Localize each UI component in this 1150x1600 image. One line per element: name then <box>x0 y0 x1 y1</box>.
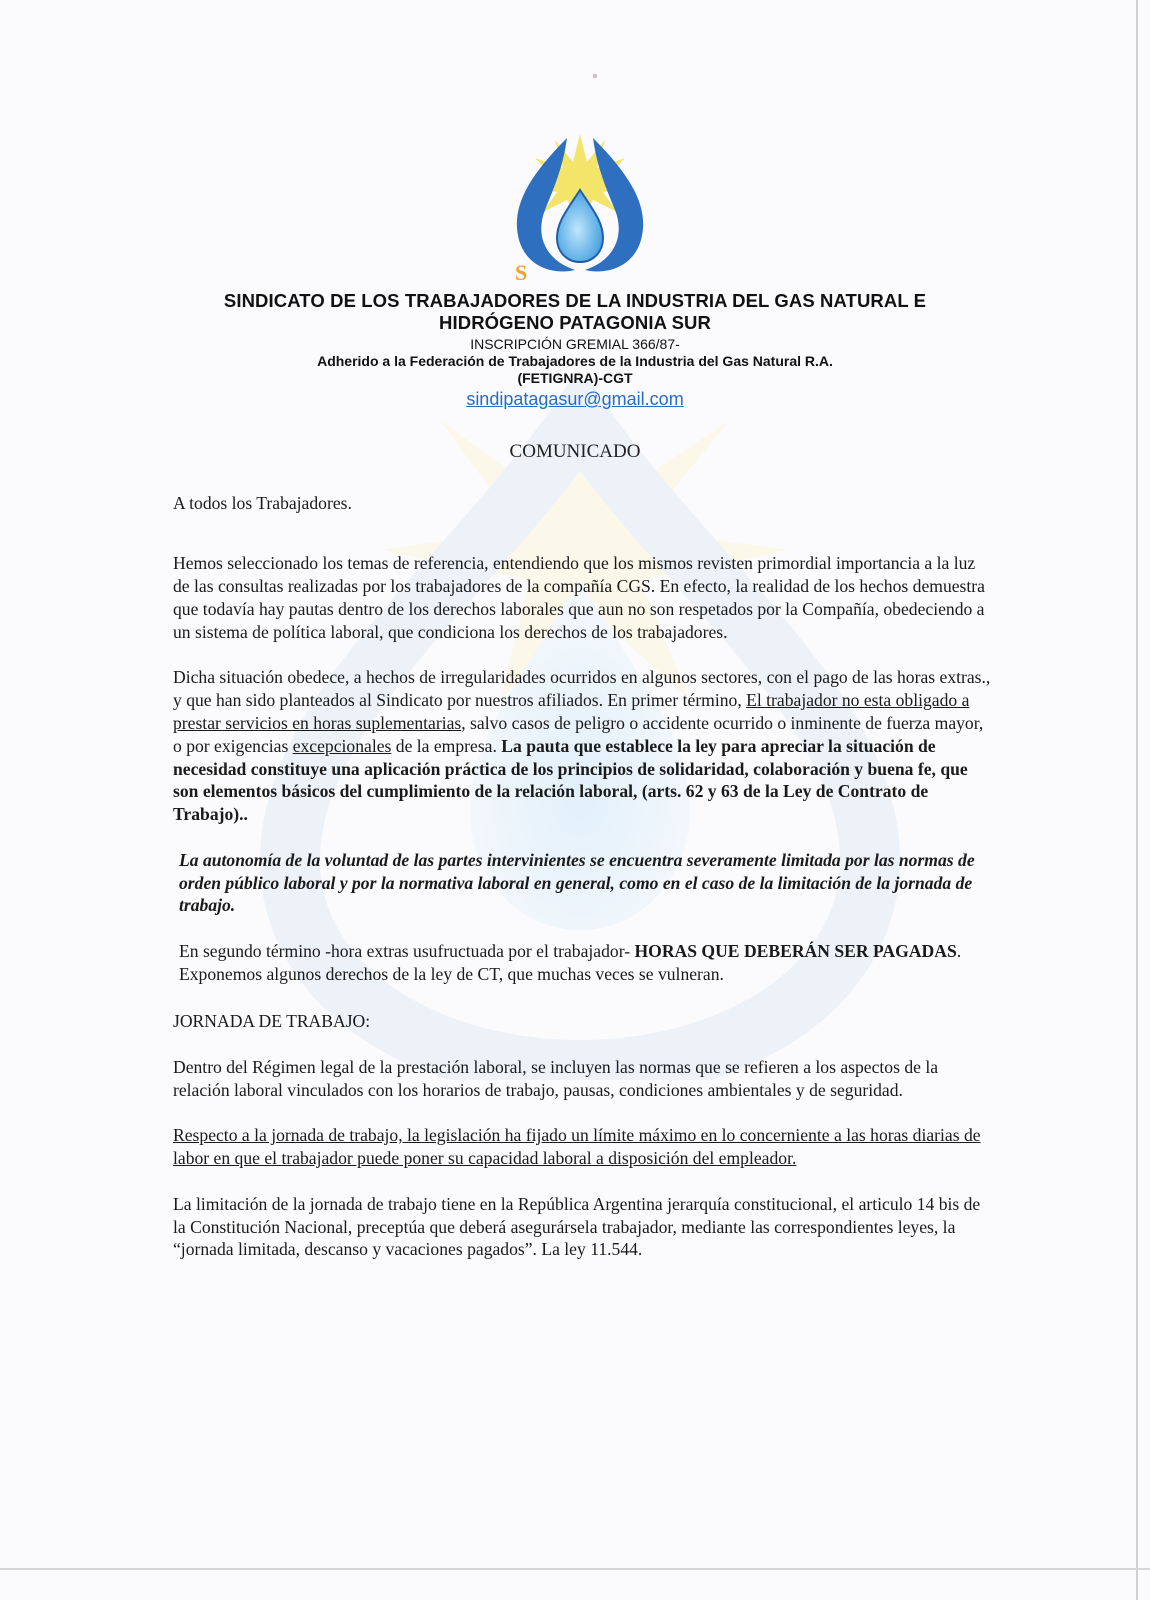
paragraph-6: Respecto a la jornada de trabajo, la legislación ha fijado un límite máximo en lo concerniente a las horas diarias de labor en que el trabajador puede poner su capacidad laboral a disposición del empleador. <box>173 1125 981 1169</box>
paragraph-2 <box>173 666 993 826</box>
paragraph-4-intro: En segundo término -hora extras usufructuada por el trabajador- <box>179 940 635 961</box>
exceptional-term: excepcionales <box>292 735 392 756</box>
paragraph-2-legal-principle: La pauta que establece la ley para apreciar la situación de necesidad constituye una aplicación práctica de los principios de solidaridad, colaboración y buena fe, que son elementos básicos del cumplimiento de la relación laboral, (arts. 62 y 63 de la Ley de Contrato de Trabajo).. <box>173 735 968 825</box>
paragraph-2-company: de la empresa. <box>391 735 502 756</box>
paragraph-4 <box>173 940 993 986</box>
overtime-not-obligatory: El trabajador no esta obligado a prestar servicios en horas suplementarias <box>173 690 970 733</box>
greeting: A todos los Trabajadores. <box>173 493 352 513</box>
paragraph-2-intro: Dicha situación obedece, a hechos de irregularidades ocurridos en algunos sectores, con el pago de las horas extras., y que han sido planteados al Sindicato por nuestros afiliados. En primer término, <box>173 667 991 711</box>
federation-affiliation: Adherido a la Federación de Trabajadores de la Industria del Gas Natural R.A. <box>317 353 833 369</box>
section-title: JORNADA DE TRABAJO: <box>173 1011 371 1032</box>
registration-number: INSCRIPCIÓN GREMIAL 366/87- <box>470 336 680 352</box>
federation-acronym: (FETIGNRA)-CGT <box>517 370 633 386</box>
paragraph-3: La autonomía de la voluntad de las partes intervinientes se encuentra severamente limitada por las normas de orden público laboral y por la normativa laboral en general, como en el caso de la limitación de la jornada de trabajo. <box>179 849 975 916</box>
union-name-line1: SINDICATO DE LOS TRABAJADORES DE LA INDUSTRIA DEL GAS NATURAL E <box>223 290 927 311</box>
document-body <box>173 492 993 1267</box>
paragraph-4-end: . Exponemos algunos derechos de la ley de CT, que muchas veces se vulneran. <box>179 940 962 984</box>
email-link[interactable]: sindipatagasur@gmail.com <box>466 389 684 409</box>
letterhead <box>150 290 1000 411</box>
scan-edge-right <box>1136 0 1138 1600</box>
document-heading: COMUNICADO <box>509 441 641 462</box>
paragraph-4-emphasis: HORAS QUE DEBERÁN SER PAGADAS <box>634 940 957 961</box>
paragraph-5: Dentro del Régimen legal de la prestación laboral, se incluyen las normas que se refieren a los aspectos de la relación laboral vinculados con los horarios de trabajo, pausas, condiciones ambientales y de seguridad. <box>173 1056 939 1100</box>
paragraph-2-exceptions: , salvo casos de peligro o accidente ocurrido o inminente de fuerza mayor, o por exigencias <box>173 712 984 756</box>
union-name-line2: HIDRÓGENO PATAGONIA SUR <box>439 312 711 333</box>
union-logo-icon <box>505 130 655 285</box>
scan-speck <box>593 74 597 78</box>
paragraph-7: La limitación de la jornada de trabajo tiene en la República Argentina jerarquía constitucional, el articulo 14 bis de la Constitución Nacional, preceptúa que deberá asegurársela trabajador, mediante las correspondientes leyes, la “jornada limitada, descanso y vacaciones pagados”. La ley 11.544. <box>173 1193 981 1260</box>
paragraph-1: Hemos seleccionado los temas de referencia, entendiendo que los mismos revisten primordial importancia a la luz de las consultas realizadas por los trabajadores de la compañía CGS. En efecto, la realidad de los hechos demuestra que todavía hay pautas dentro de los derechos laborales que aun no son respetados por la Compañía, obedeciendo a un sistema de política laboral, que condiciona los derechos de los trabajadores. <box>173 553 985 642</box>
scan-edge-bottom <box>0 1568 1150 1570</box>
logo-letter: S <box>515 260 528 285</box>
